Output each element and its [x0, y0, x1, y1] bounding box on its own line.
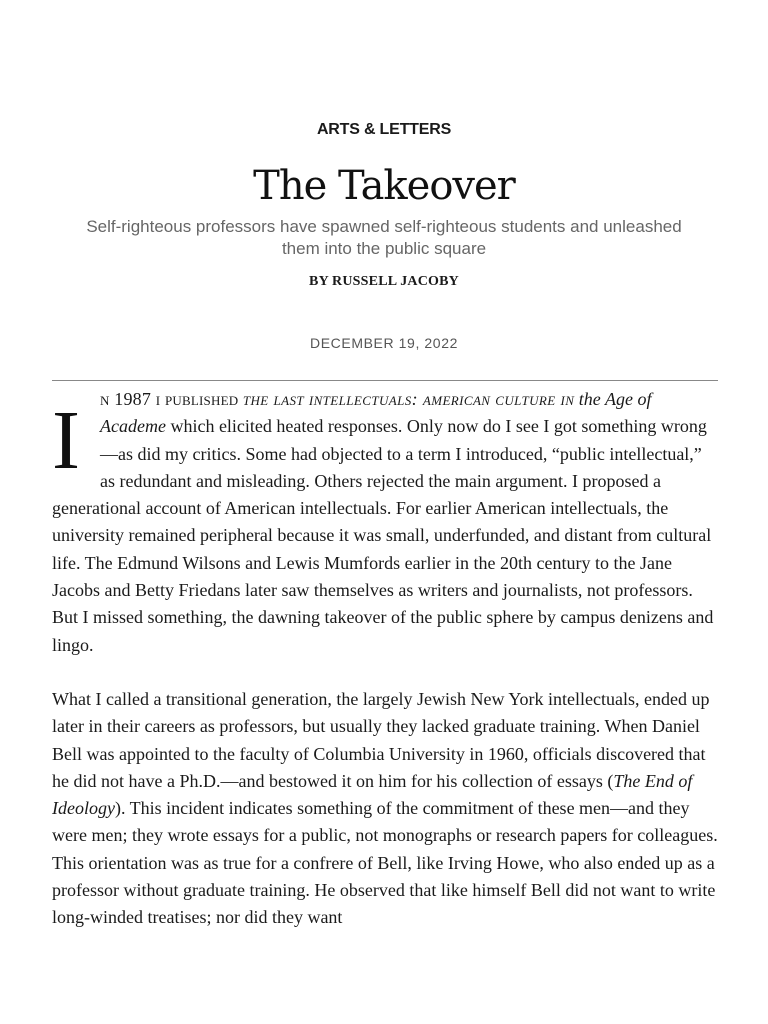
- article-subtitle: Self-righteous professors have spawned self-righteous students and unleashed them into the public square: [86, 217, 682, 258]
- lead-in: n 1987 i published: [99, 389, 239, 409]
- paragraph-1: [52, 386, 718, 659]
- drop-cap: I: [52, 394, 80, 487]
- section-link[interactable]: ARTS & LETTERS: [316, 121, 452, 138]
- author-byline[interactable]: BY RUSSELL JACOBY: [309, 274, 459, 289]
- book-title-caps: the last intellectuals: american culture in: [242, 389, 575, 409]
- divider: [52, 380, 718, 381]
- article-body: [52, 386, 718, 959]
- article-title: The Takeover: [253, 163, 515, 209]
- paragraph-2-before: What I called a transitional generation, the largely Jewish New York intellectuals, ended up later in their careers as professors, but usually they lacked graduate training. When Daniel Bell was appointed to the faculty of Columbia University in 1960, officials discovered that he did not have a Ph.D.—and bestowed it on him for his collection of essays (: [52, 688, 710, 791]
- paragraph-2-after: ). This incident indicates something of the commitment of these men—and they were men; they wrote essays for a public, not monographs or research papers for colleagues. This orientation was as true for a confrere of Bell, like Irving Howe, who also ended up as a professor without graduate training. He observed that like himself Bell did not want to write long-winded treatises; nor did they want: [52, 798, 718, 928]
- paragraph-1-text: which elicited heated responses. Only now do I see I got something wrong—as did my critics. Some had objected to a term I introduced, “public intellectual,” as redundant and misleading. Others rejected the main argument. I proposed a generational account of American intellectuals. For earlier American intellectuals, the university remained peripheral because it was small, underfunded, and distant from cultural life. The Edmund Wilsons and Lewis Mumfords earlier in the 20th century to the Jane Jacobs and Betty Friedans later saw themselves as writers and journalists, not professors. But I missed something, the dawning takeover of the public sphere by campus denizens and lingo.: [52, 416, 714, 655]
- book-title-rest: the Age of Academe: [99, 389, 652, 437]
- paragraph-2: [52, 686, 718, 932]
- publish-date: DECEMBER 19, 2022: [310, 335, 458, 351]
- book-title-end-of-ideology: The End of Ideology: [52, 770, 693, 819]
